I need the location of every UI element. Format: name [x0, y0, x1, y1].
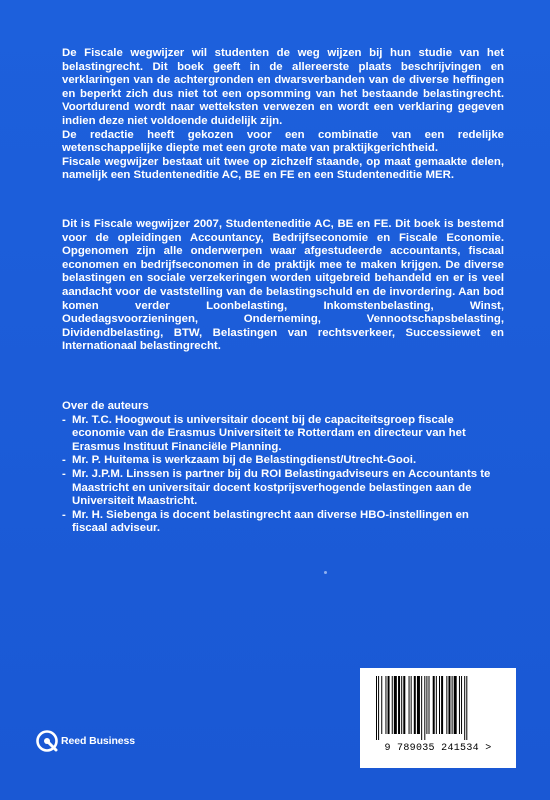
author-item: - Mr. T.C. Hoogwout is universitair docent bij de capaciteitsgroep fiscale economie van de Erasmus Universiteit te Rotterdam en directeur van het Erasmus Instituut Financiële Planning. — [62, 414, 504, 455]
barcode-bar — [429, 676, 430, 734]
description-section — [62, 218, 504, 354]
barcode-bar — [376, 676, 377, 740]
publisher-logo — [36, 728, 135, 754]
barcode-bar — [421, 676, 422, 740]
ean-barcode-icon — [374, 676, 502, 740]
barcode-bar — [466, 676, 467, 740]
barcode-panel — [360, 668, 516, 768]
barcode-bar — [426, 676, 427, 734]
barcode-bar — [414, 676, 416, 734]
barcode-bar — [394, 676, 397, 734]
barcode-bar — [448, 676, 450, 734]
decorative-dot — [324, 571, 327, 574]
barcode-bar — [381, 676, 382, 734]
reed-business-logo-icon — [36, 730, 58, 752]
authors-section — [62, 400, 504, 536]
description-paragraph: Dit is Fiscale wegwijzer 2007, Studenteneditie AC, BE en FE. Dit boek is bestemd voor de opleidingen Accountancy, Bedrijfseconomie en Fiscale Economie. Opgenomen zijn alle onderwerpen waar afgestudeerde accountants, fiscaal economen en bedrijfseconomen in de praktijk mee te maken krijgen. De diverse belastingen en sociale verzekeringen worden uitgebreid behandeld en er is veel aandacht voor de vaststelling van de belastingschuld en de invordering. Aan bod komen verder Loonbelasting, Inkomstenbelasting, Winst, Oudedagsvoorzieningen, Onderneming, Vennootschapsbelasting, Dividendbelasting, BTW, Belastingen van rechtsverkeer, Successiewet en Internationaal belastingrecht. — [62, 218, 504, 353]
barcode-bar — [417, 676, 420, 734]
barcode-bar — [433, 676, 435, 734]
barcode-bar — [378, 676, 379, 740]
intro-section — [62, 47, 504, 183]
author-item: - Mr. J.P.M. Linssen is partner bij du ROI Belastingadviseurs en Accountants te Maastricht en universitair docent kostprijsverhogende belastingen aan de Universiteit Maastricht. — [62, 468, 504, 509]
barcode-bar — [424, 676, 425, 740]
barcode-bar — [385, 676, 386, 734]
intro-paragraph-1: De Fiscale wegwijzer wil studenten de weg wijzen bij hun studie van het belastingrecht. Dit boek geeft in de allereerste plaats beschrijvingen en verklaringen van de achtergronden en dwarsverbanden van de diverse heffingen en beperkt zich dus niet tot een opsomming van het bestaande belastingrecht. Voortdurend wordt naar wetteksten verwezen en wordt een verklaring gegeven indien deze niet voldoende duidelijk zijn. — [62, 47, 504, 127]
barcode-bar — [409, 676, 410, 734]
barcode-bar — [401, 676, 402, 734]
authors-heading: Over de auteurs — [62, 400, 149, 412]
authors-list — [62, 414, 504, 536]
intro-paragraph-3: Fiscale wegwijzer bestaat uit twee op zichzelf staande, op maat gemaakte delen, namelijk een Studenteneditie AC, BE en FE en een Studenteneditie MER. — [62, 155, 504, 182]
publisher-name: Reed Business — [61, 735, 135, 747]
barcode-bar — [441, 676, 443, 734]
barcode-digits: 9 789035 241534 > — [384, 743, 492, 754]
author-item: - Mr. P. Huitema is werkzaam bij de Belastingdienst/Utrecht-Gooi. — [62, 454, 504, 468]
barcode-bar — [411, 676, 412, 734]
barcode-bar — [398, 676, 400, 734]
barcode-bar — [392, 676, 393, 734]
barcode-bar — [459, 676, 460, 734]
barcode-bar — [403, 676, 405, 734]
barcode-bar — [461, 676, 462, 734]
barcode-bar — [446, 676, 447, 734]
barcode-bar — [452, 676, 453, 734]
barcode-bar — [454, 676, 457, 734]
author-item: - Mr. H. Siebenga is docent belastingrecht aan diverse HBO-instellingen en fiscaal adviseur. — [62, 509, 504, 536]
barcode-bar — [464, 676, 465, 740]
barcode-bar — [436, 676, 437, 734]
barcode-bar — [388, 676, 390, 734]
intro-paragraph-2: De redactie heeft gekozen voor een combinatie van een redelijke wetenschappelijke diepte met een grote mate van praktijkgerichtheid. — [62, 128, 504, 155]
barcode-bar — [439, 676, 440, 734]
